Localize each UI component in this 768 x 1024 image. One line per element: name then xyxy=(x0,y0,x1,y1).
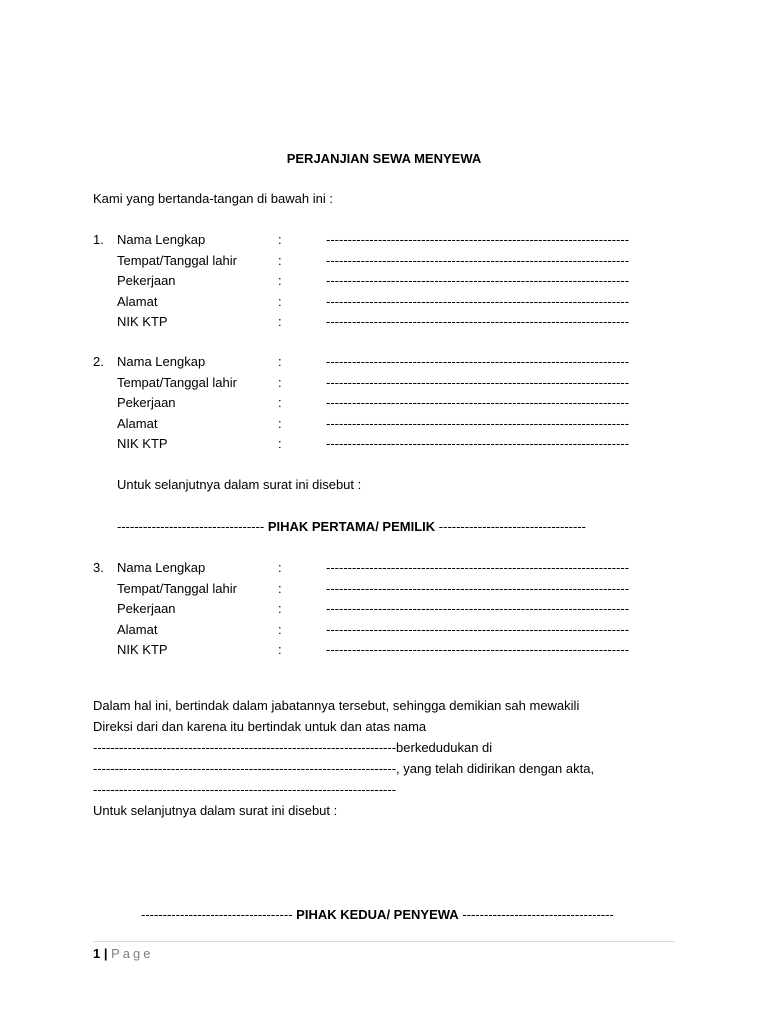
dashes-left: ----------------------------------- xyxy=(141,907,293,922)
field-label: Pekerjaan xyxy=(117,273,176,288)
field-label: Alamat xyxy=(117,621,158,637)
paragraph-line: ---------------------------------------------------------------------- xyxy=(93,782,397,797)
field-label: Alamat xyxy=(117,293,158,309)
paragraph-line: ----------------------------------------------------------------------, yang telah didirikan dengan akta, xyxy=(93,761,595,776)
field-label: NIK KTP xyxy=(117,642,168,657)
list-number: 2. xyxy=(93,354,104,369)
field-colon: : xyxy=(278,232,282,247)
paragraph-line: ----------------------------------------------------------------------berkedudukan di xyxy=(93,740,493,755)
fill-in-line: ---------------------------------------------------------------------- xyxy=(326,642,630,657)
field-colon: : xyxy=(278,560,282,575)
document-title: PERJANJIAN SEWA MENYEWA xyxy=(286,151,482,166)
field-colon: : xyxy=(278,580,282,596)
field-colon: : xyxy=(278,273,282,288)
field-colon: : xyxy=(278,252,282,268)
field-label: NIK KTP xyxy=(117,314,168,329)
party-first-heading xyxy=(117,519,586,535)
list-number: 1. xyxy=(93,232,104,247)
page-footer xyxy=(93,946,154,962)
field-label: Tempat/Tanggal lahir xyxy=(117,252,237,268)
party-first-label: PIHAK PERTAMA/ PEMILIK xyxy=(267,519,436,534)
field-label: NIK KTP xyxy=(117,436,168,451)
field-colon: : xyxy=(278,415,282,431)
field-label: Nama Lengkap xyxy=(117,354,206,369)
fill-in-line: ---------------------------------------------------------------------- xyxy=(326,436,630,451)
field-label: Nama Lengkap xyxy=(117,560,206,575)
field-colon: : xyxy=(278,314,282,329)
referred-text-second: Untuk selanjutnya dalam surat ini disebut : xyxy=(93,803,338,818)
fill-in-line: ---------------------------------------------------------------------- xyxy=(326,273,630,288)
field-label: Pekerjaan xyxy=(117,601,176,616)
dashes-left: ---------------------------------- xyxy=(117,519,265,534)
paragraph-line: Direksi dari dan karena itu bertindak untuk dan atas nama xyxy=(93,719,427,734)
field-colon: : xyxy=(278,642,282,657)
field-label: Alamat xyxy=(117,415,158,431)
page-number: 1 xyxy=(93,946,101,961)
field-colon: : xyxy=(278,621,282,637)
fill-in-line: ---------------------------------------------------------------------- xyxy=(326,354,630,369)
fill-in-line: ---------------------------------------------------------------------- xyxy=(326,293,630,309)
fill-in-line: ---------------------------------------------------------------------- xyxy=(326,621,630,637)
field-colon: : xyxy=(278,293,282,309)
fill-in-line: ---------------------------------------------------------------------- xyxy=(326,232,630,247)
page-label: Page xyxy=(111,946,154,961)
field-colon: : xyxy=(278,354,282,369)
field-label: Tempat/Tanggal lahir xyxy=(117,580,237,596)
fill-in-line: ---------------------------------------------------------------------- xyxy=(326,252,630,268)
fill-in-line: ---------------------------------------------------------------------- xyxy=(326,580,630,596)
paragraph-line: Dalam hal ini, bertindak dalam jabatannya tersebut, sehingga demikian sah mewakili xyxy=(93,698,580,713)
field-colon: : xyxy=(278,436,282,451)
fill-in-line: ---------------------------------------------------------------------- xyxy=(326,395,630,410)
field-colon: : xyxy=(278,395,282,410)
intro-text: Kami yang bertanda-tangan di bawah ini : xyxy=(93,191,333,206)
representation-paragraph xyxy=(93,695,675,821)
field-label: Tempat/Tanggal lahir xyxy=(117,374,237,390)
fill-in-line: ---------------------------------------------------------------------- xyxy=(326,601,630,616)
footer-divider xyxy=(93,941,675,942)
dashes-right: ----------------------------------- xyxy=(462,907,614,922)
field-colon: : xyxy=(278,601,282,616)
party-second-label: PIHAK KEDUA/ PENYEWA xyxy=(296,907,459,922)
list-number: 3. xyxy=(93,560,104,575)
party-second-heading xyxy=(141,907,614,923)
referred-text-first: Untuk selanjutnya dalam surat ini disebut : xyxy=(117,477,362,492)
fill-in-line: ---------------------------------------------------------------------- xyxy=(326,560,630,575)
footer-separator: | xyxy=(103,946,108,961)
fill-in-line: ---------------------------------------------------------------------- xyxy=(326,415,630,431)
dashes-right: ---------------------------------- xyxy=(438,519,586,534)
fill-in-line: ---------------------------------------------------------------------- xyxy=(326,314,630,329)
field-label: Nama Lengkap xyxy=(117,232,206,247)
field-label: Pekerjaan xyxy=(117,395,176,410)
fill-in-line: ---------------------------------------------------------------------- xyxy=(326,374,630,390)
field-colon: : xyxy=(278,374,282,390)
